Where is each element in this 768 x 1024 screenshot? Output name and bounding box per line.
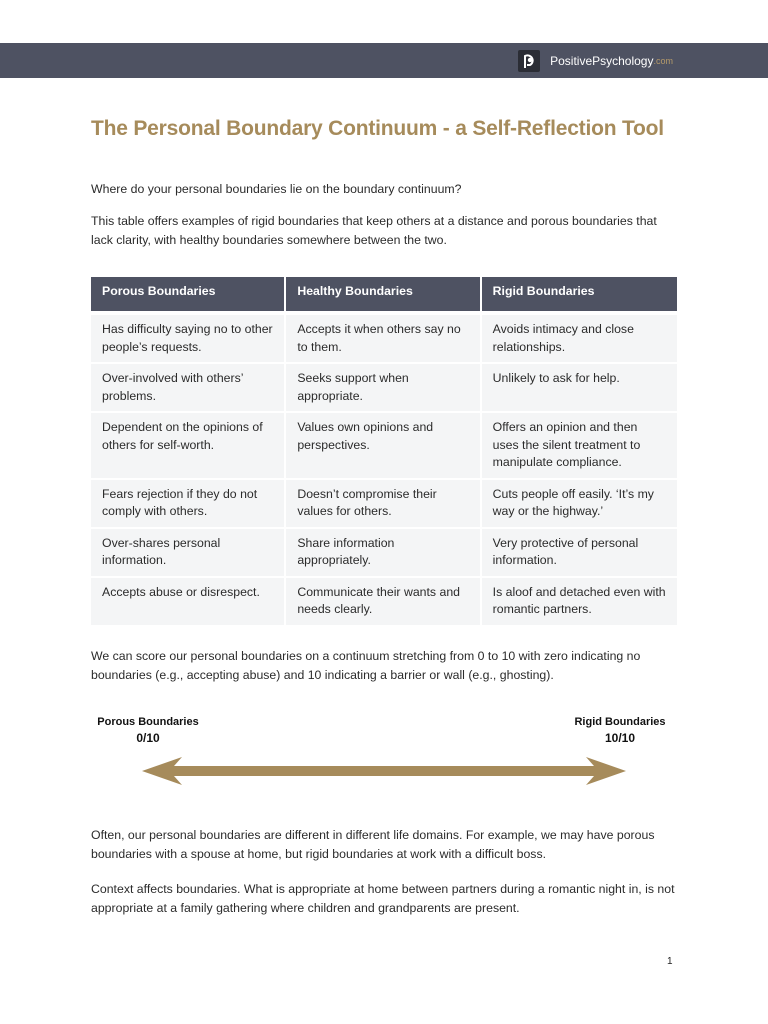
table-cell: Over-involved with others’ problems. bbox=[91, 362, 286, 411]
brand-suffix: .com bbox=[653, 56, 673, 66]
boundary-table bbox=[91, 277, 677, 625]
table-cell: Doesn’t compromise their values for others. bbox=[286, 478, 481, 527]
header-bar bbox=[0, 43, 768, 78]
p-logo-icon bbox=[518, 50, 540, 72]
table-cell: Accepts it when others say no to them. bbox=[286, 311, 481, 362]
table-row bbox=[91, 527, 677, 576]
porous-label: Porous Boundaries bbox=[97, 716, 199, 728]
intro-description: This table offers examples of rigid boundaries that keep others at a distance and porous boundaries that lack clarity, with healthy boundaries somewhere between the two. bbox=[91, 214, 657, 247]
intro-question: Where do your personal boundaries lie on the boundary continuum? bbox=[91, 182, 462, 196]
brand-name: PositivePsychology bbox=[550, 54, 654, 68]
domains-text: Often, our personal boundaries are different in different life domains. For example, we may have porous boundaries with a spouse at home, but rigid boundaries at work with a difficult boss. bbox=[91, 828, 655, 861]
rigid-label: Rigid Boundaries bbox=[574, 716, 666, 728]
table-cell: Over-shares personal information. bbox=[91, 527, 286, 576]
porous-value: 0/10 bbox=[136, 731, 160, 745]
continuum-text: We can score our personal boundaries on a continuum stretching from 0 to 10 with zero indicating no boundaries (e.g., accepting abuse) and 10 indicating a barrier or wall (e.g., ghosting). bbox=[91, 649, 641, 682]
table-cell: Is aloof and detached even with romantic partners. bbox=[482, 576, 677, 625]
table-cell: Fears rejection if they do not comply with others. bbox=[91, 478, 286, 527]
table-row bbox=[91, 411, 677, 478]
continuum-arrow-icon bbox=[142, 755, 628, 787]
table-cell: Values own opinions and perspectives. bbox=[286, 411, 481, 478]
table-cell: Unlikely to ask for help. bbox=[482, 362, 677, 411]
table-cell: Has difficulty saying no to other people’s requests. bbox=[91, 311, 286, 362]
scale-left-label bbox=[93, 714, 203, 746]
table-cell: Cuts people off easily. ‘It’s my way or the highway.’ bbox=[482, 478, 677, 527]
header-rigid: Rigid Boundaries bbox=[482, 277, 677, 311]
table-cell: Offers an opinion and then uses the silent treatment to manipulate compliance. bbox=[482, 411, 677, 478]
header-healthy: Healthy Boundaries bbox=[286, 277, 481, 311]
page-number: 1 bbox=[667, 956, 673, 967]
brand[interactable] bbox=[518, 50, 673, 72]
context-text: Context affects boundaries. What is appropriate at home between partners during a romantic night in, is not appropriate at a family gathering where children and grandparents are present. bbox=[91, 882, 675, 915]
rigid-value: 10/10 bbox=[604, 731, 636, 745]
scale-right-label bbox=[565, 714, 675, 746]
page-title: The Personal Boundary Continuum - a Self-Reflection Tool bbox=[91, 117, 664, 140]
table-row bbox=[91, 311, 677, 362]
table-cell: Share information appropriately. bbox=[286, 527, 481, 576]
table-cell: Accepts abuse or disrespect. bbox=[91, 576, 286, 625]
table-cell: Seeks support when appropriate. bbox=[286, 362, 481, 411]
table-row bbox=[91, 478, 677, 527]
table-cell: Communicate their wants and needs clearly. bbox=[286, 576, 481, 625]
table-row bbox=[91, 362, 677, 411]
table-cell: Avoids intimacy and close relationships. bbox=[482, 311, 677, 362]
table-row bbox=[91, 576, 677, 625]
header-porous: Porous Boundaries bbox=[91, 277, 286, 311]
table-cell: Dependent on the opinions of others for self-worth. bbox=[91, 411, 286, 478]
table-header-row bbox=[91, 277, 677, 311]
table-cell: Very protective of personal information. bbox=[482, 527, 677, 576]
